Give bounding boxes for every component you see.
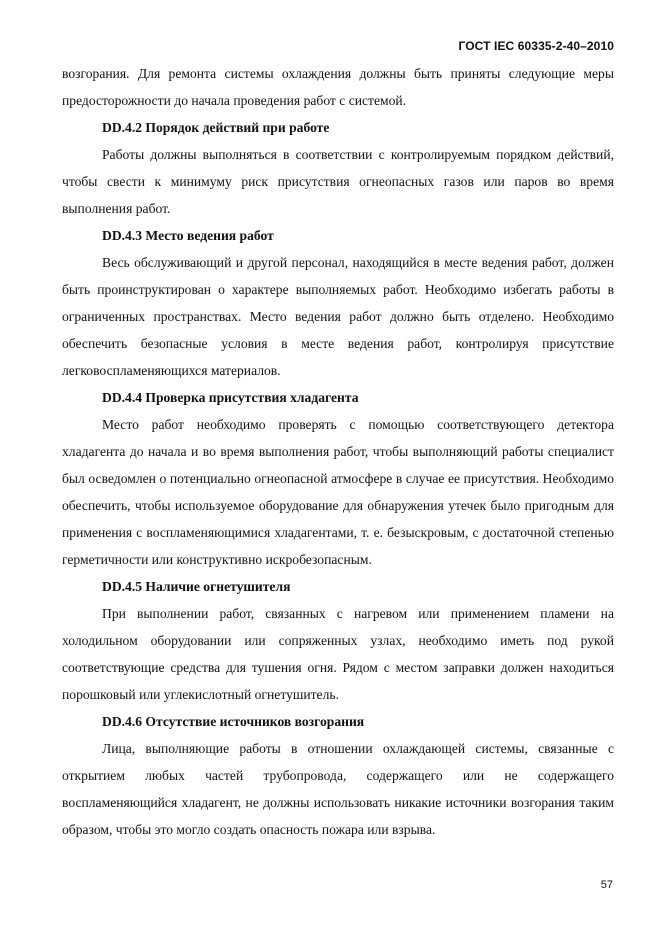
paragraph-continuation: возгорания. Для ремонта системы охлаждения должны быть приняты следующие меры предосторожности до начала проведения работ с системой.	[62, 66, 614, 108]
standard-header: ГОСТ IEC 60335-2-40–2010	[458, 39, 614, 53]
paragraph-dd-4-5: При выполнении работ, связанных с нагревом или применением пламени на холодильном оборудовании или сопряженных узлах, необходимо иметь под рукой соответствующие средства для тушения огня. Рядом с местом заправки должен находиться порошковый или углекислотный огнетушитель.	[62, 606, 614, 702]
paragraph-dd-4-6: Лица, выполняющие работы в отношении охлаждающей системы, связанные с открытием любых частей трубопровода, содержащего или не содержащего воспламеняющийся хладагент, не должны использовать никакие источники возгорания таким образом, чтобы это могло создать опасность пожара или взрыва.	[62, 741, 614, 837]
paragraph-dd-4-2: Работы должны выполняться в соответствии с контролируемым порядком действий, чтобы свести к минимуму риск присутствия огнеопасных газов или паров во время выполнения работ.	[62, 147, 614, 216]
paragraph-dd-4-3: Весь обслуживающий и другой персонал, находящийся в месте ведения работ, должен быть проинструктирован о характере выполняемых работ. Необходимо избегать работы в ограниченных пространствах. Место ведения работ должно быть отделено. Необходимо обеспечить безопасные условия в месте ведения работ, контролируя присутствие легковоспламеняющихся материалов.	[62, 255, 614, 378]
section-heading-dd-4-4: DD.4.4 Проверка присутствия хладагента	[102, 390, 359, 405]
section-heading-dd-4-3: DD.4.3 Место ведения работ	[102, 228, 274, 243]
document-body	[62, 60, 614, 843]
section-heading-dd-4-5: DD.4.5 Наличие огнетушителя	[102, 579, 291, 594]
section-heading-dd-4-6: DD.4.6 Отсутствие источников возгорания	[102, 714, 365, 729]
section-heading-dd-4-2: DD.4.2 Порядок действий при работе	[102, 120, 330, 135]
page-number: 57	[600, 879, 613, 891]
paragraph-dd-4-4: Место работ необходимо проверять с помощью соответствующего детектора хладагента до начала и во время выполнения работ, чтобы выполняющий работы специалист был осведомлен о потенциально огнеопасной атмосфере в случае ее присутствия. Необходимо обеспечить, чтобы используемое оборудование для обнаружения утечек было пригодным для применения с воспламеняющимися хладагентами, т. е. безыскровым, с достаточной степенью герметичности или конструктивно искробезопасным.	[62, 417, 614, 567]
